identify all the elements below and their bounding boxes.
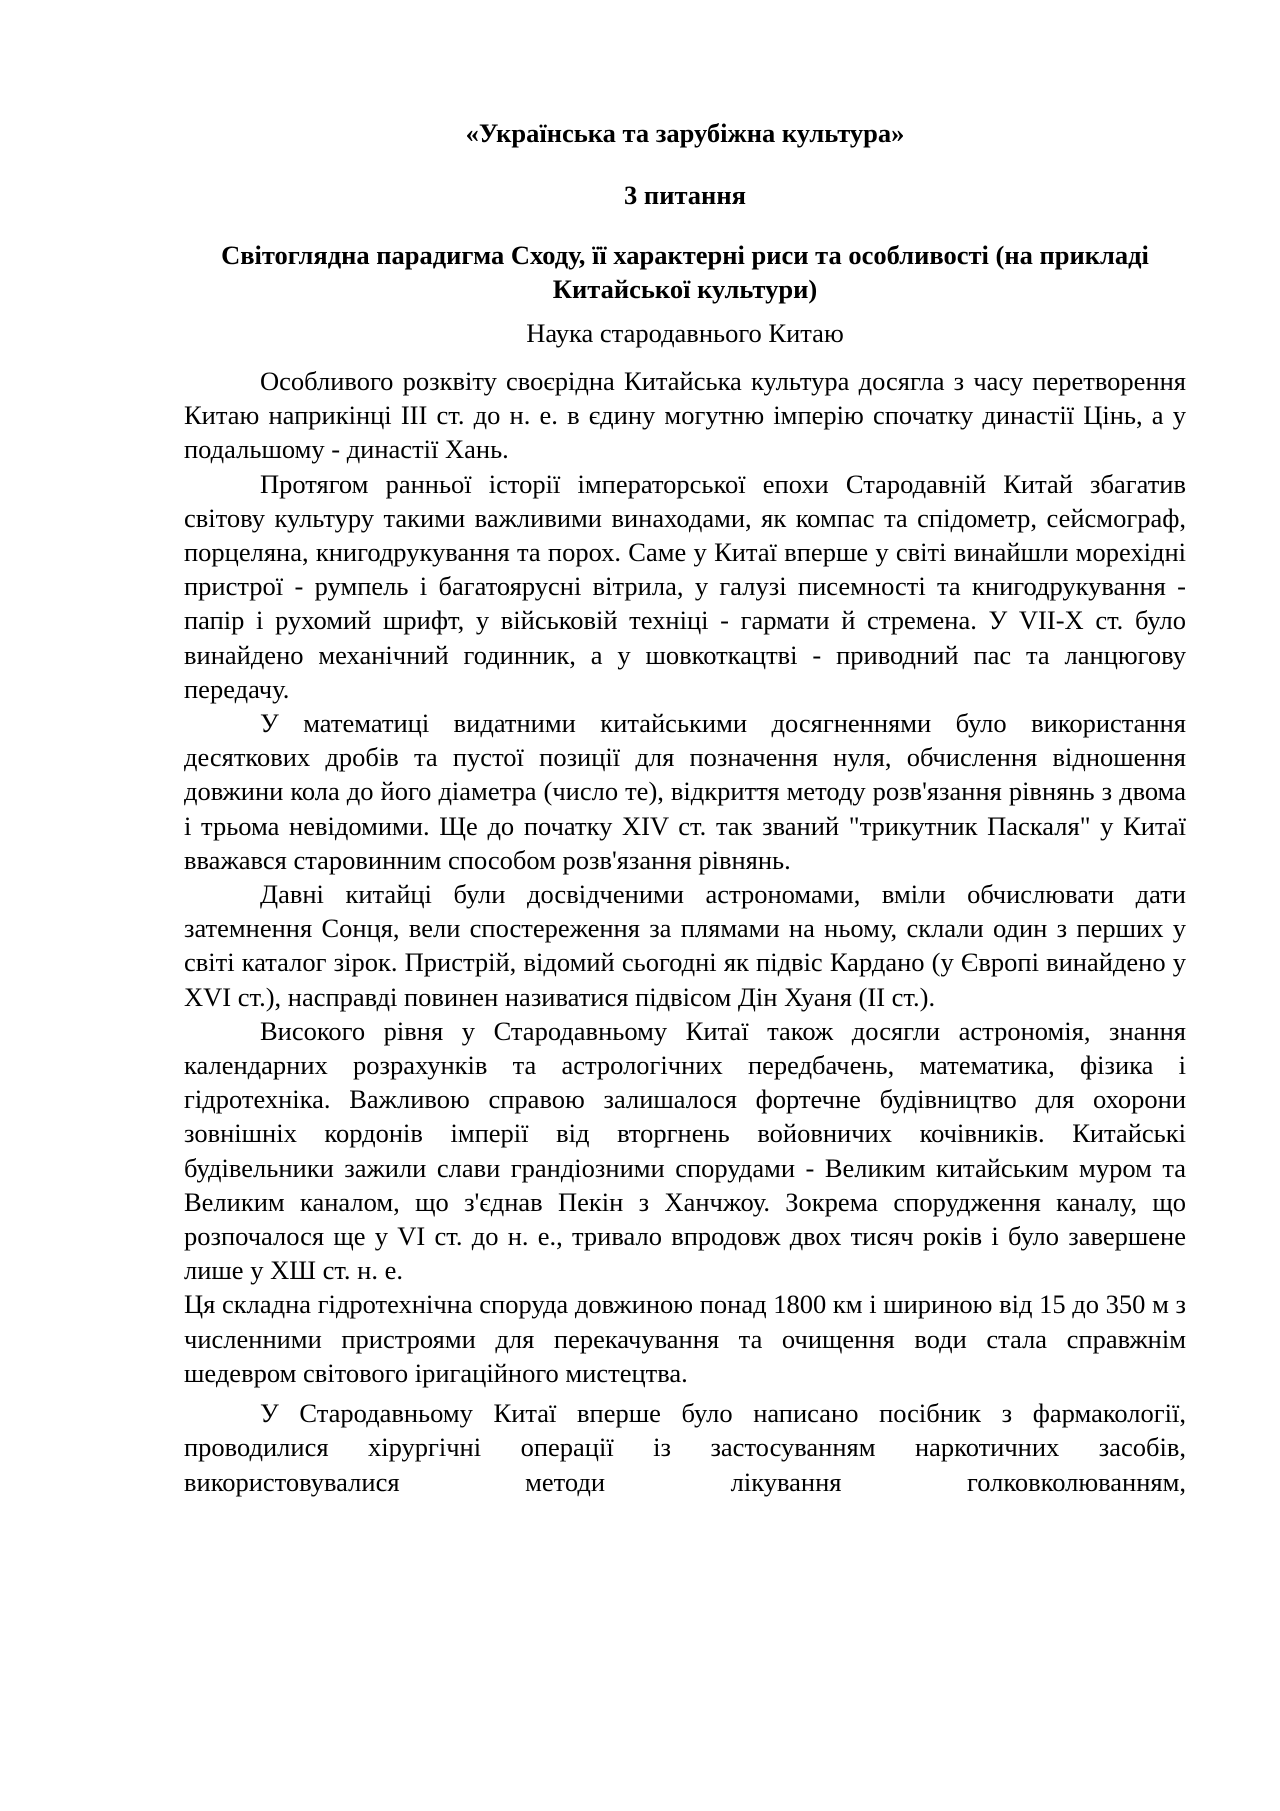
paragraph-2: Протягом ранньої історії імператорської епохи Стародавній Китай збагатив світову культуру такими важливими винаходами, як компас та спідометр, сейсмограф, порцеляна, книгодрукування та порох. Саме у Китаї вперше у світі винайшли морехідні пристрої - румпель і багатоярусні вітрила, у галузі писемності та книгодрукування - папір і рухомий шрифт, у військовій техніці - гармати й стремена. У VII-X ст. було винайдено механічний годинник, а у шовкоткацтві - приводний пас та ланцюгову передачу.	[184, 468, 1186, 704]
paragraph-1: Особливого розквіту своєрідна Китайська культура досягла з часу перетворення Китаю наприкінці III ст. до н. е. в єдину могутню імперію спочатку династії Цінь, а у подальшому - династії Хань.	[184, 366, 1186, 465]
question-number: 3 питання	[624, 180, 746, 210]
paragraph-6: Ця складна гідротехнічна споруда довжиною понад 1800 км і шириною від 15 до 350 м з численними пристроями для перекачування та очищення води стала справжнім шедевром світового іригаційного мистецтва.	[184, 1289, 1186, 1388]
paragraph-3: У математиці видатними китайськими досягненнями було використання десяткових дробів та пустої позиції для позначення нуля, обчислення відношення довжини кола до його діаметра (число те), відкриття методу розв'язання рівнянь з двома і трьома невідомими. Ще до початку XIV ст. так званий "трикутник Паскаля" у Китаї вважався старовинним способом розв'язання рівнянь.	[184, 708, 1186, 875]
paragraph-7: У Стародавньому Китаї вперше було написано посібник з фармакології, проводилися хірургічні операції із застосуванням наркотичних засобів, використовувалися методи лікування голковколюванням,	[184, 1398, 1186, 1497]
document-header: «Українська та зарубіжна культура»	[465, 118, 905, 148]
paragraph-4: Давні китайці були досвідченими астрономами, вміли обчислювати дати затемнення Сонця, вели спостереження за плямами на ньому, склали один з перших у світі каталог зірок. Пристрій, відомий сьогодні як підвіс Кардано (у Європі винайдено у XVI ст.), насправді повинен називатися підвісом Дін Хуаня (II ст.).	[184, 879, 1186, 1012]
topic-title: Світоглядна парадигма Сходу, її характерні риси та особливості (на прикладі Китайської культури)	[221, 240, 1149, 304]
section-title: Наука стародавнього Китаю	[526, 318, 844, 348]
paragraph-5: Високого рівня у Стародавньому Китаї також досягли астрономія, знання календарних розрахунків та астрологічних передбачень, математика, фізика і гідротехніка. Важливою справою залишалося фортечне будівництво для охорони зовнішніх кордонів імперії від вторгнень войовничих кочівників. Китайські будівельники зажили слави грандіозними спорудами - Великим китайським муром та Великим каналом, що з'єднав Пекін з Ханчжоу. Зокрема спорудження каналу, що розпочалося ще у VI ст. до н. е., тривало впродовж двох тисяч років і було завершене лише у ХШ ст. н. е.	[184, 1015, 1186, 1286]
document-page	[184, 116, 1186, 1499]
